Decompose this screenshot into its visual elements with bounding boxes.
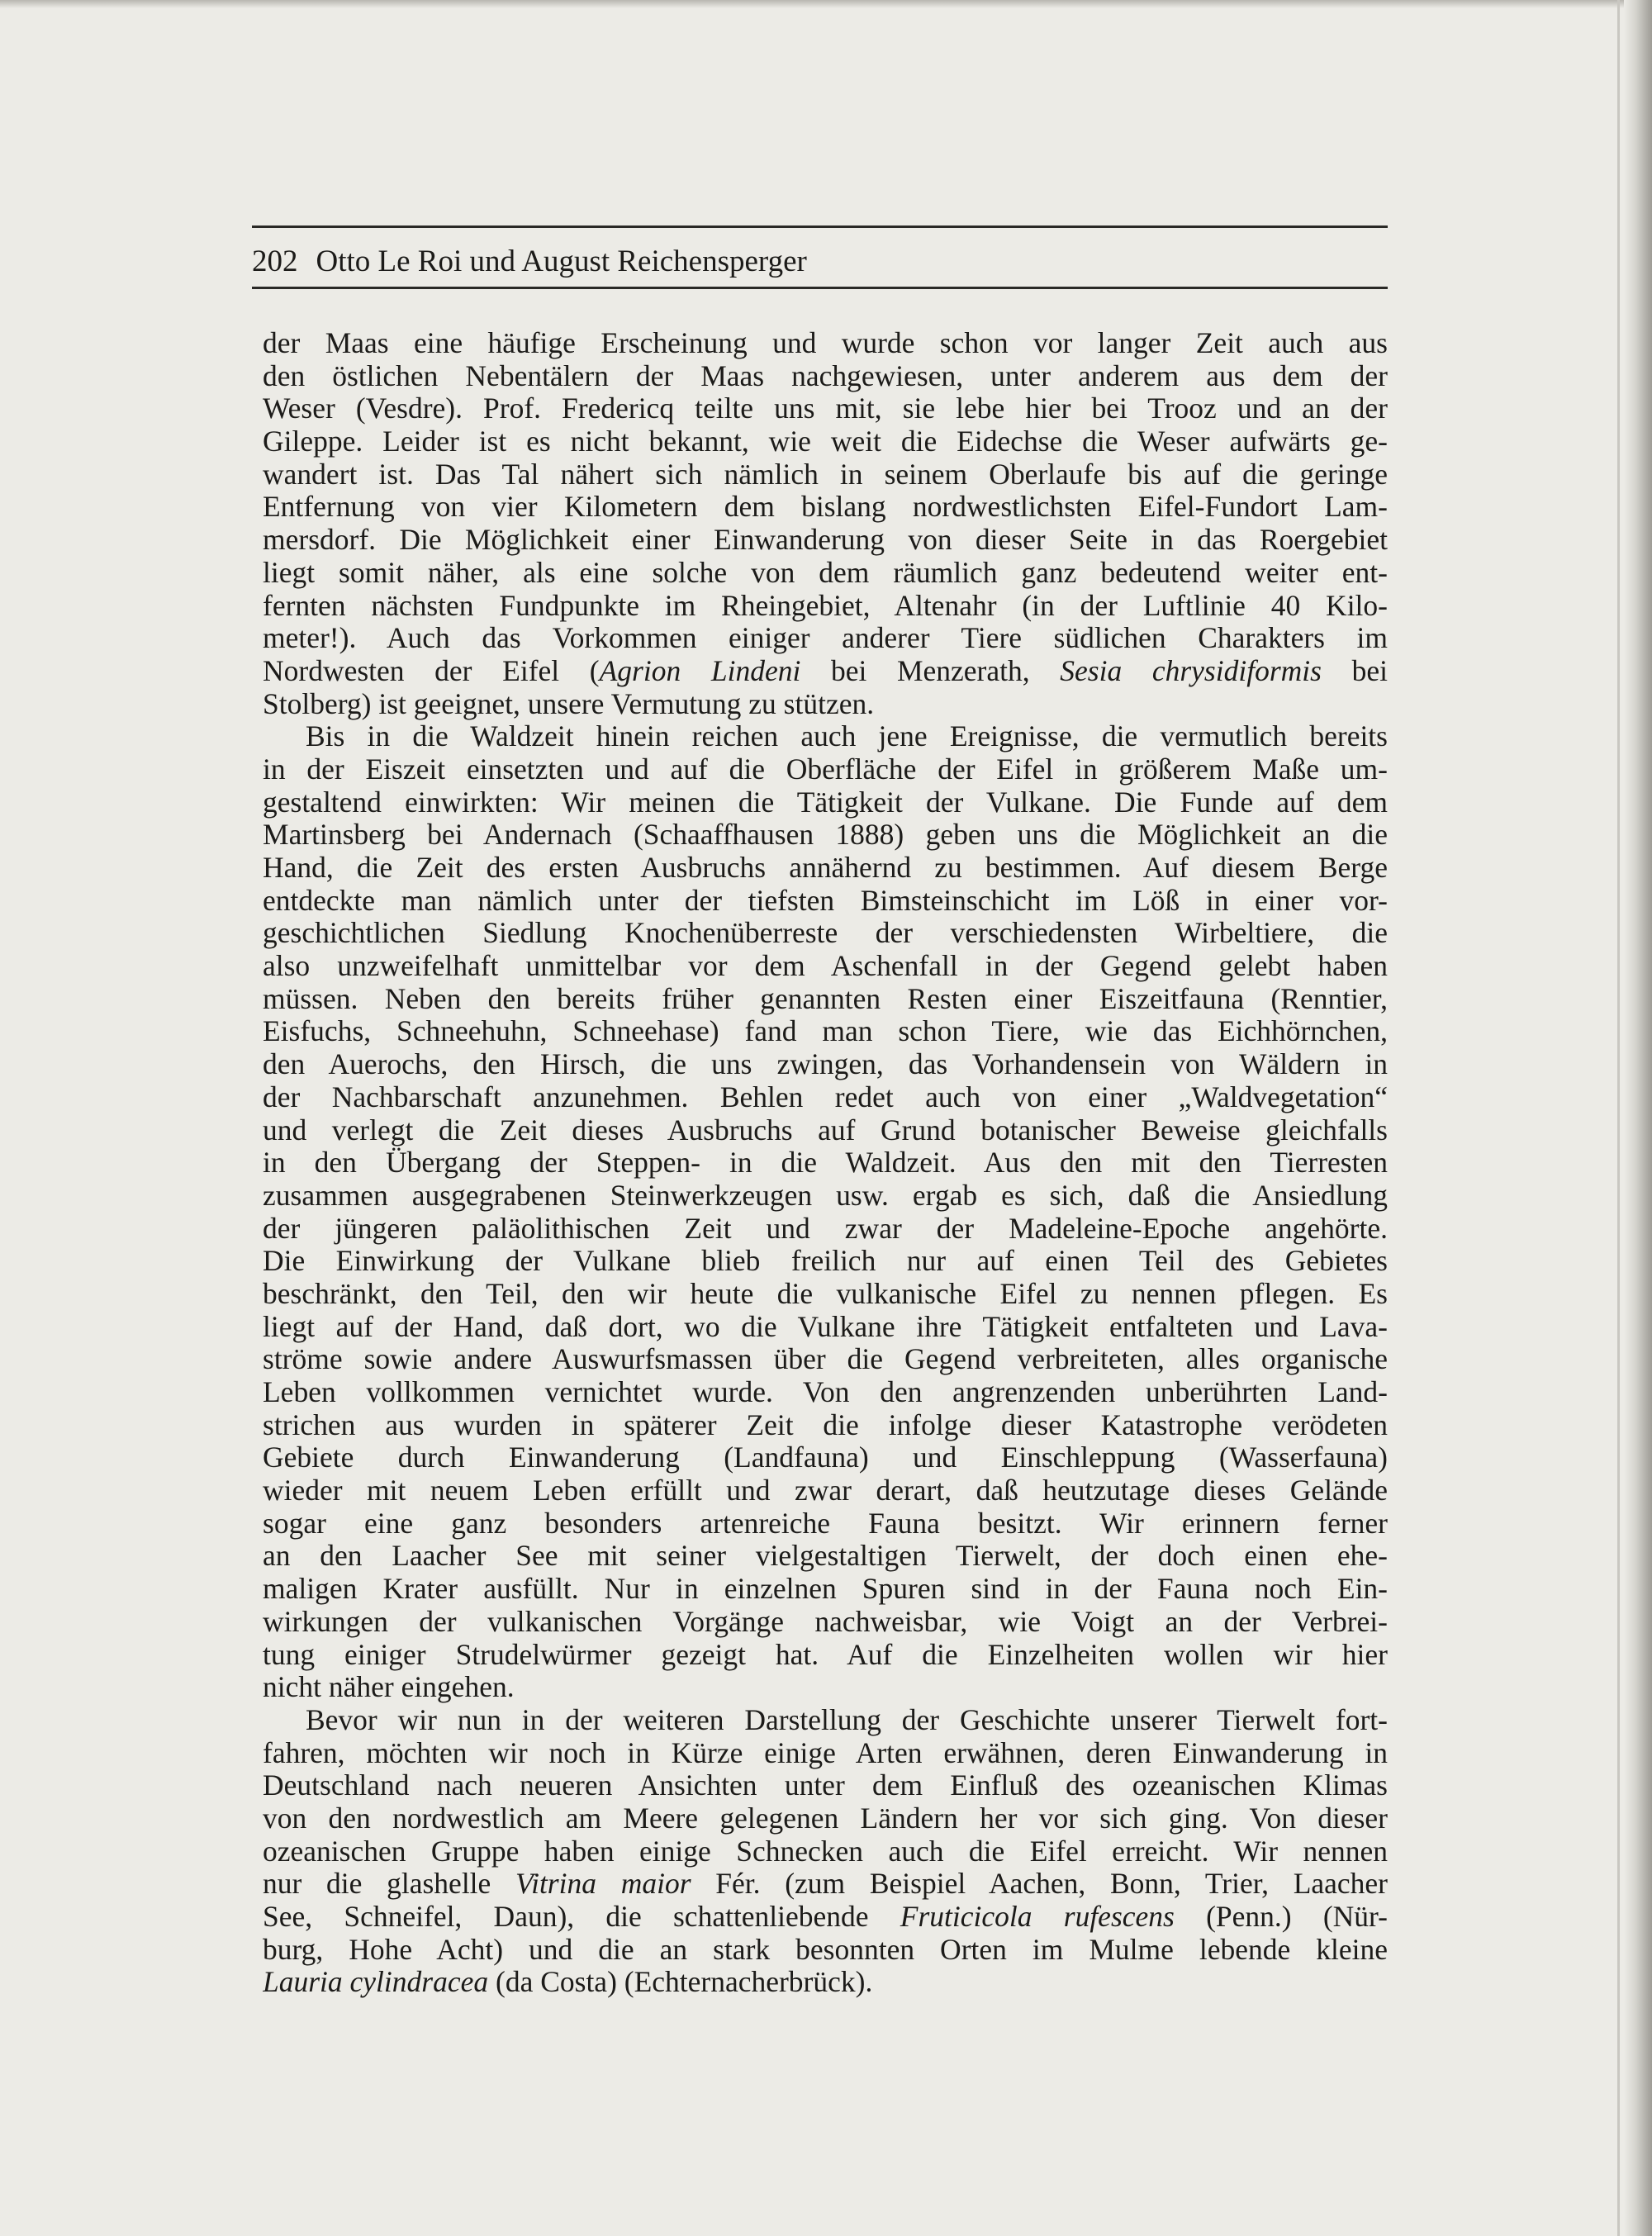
- text-line: [263, 1901, 1388, 1934]
- text-line: [263, 1245, 1388, 1278]
- text-line: [263, 688, 1388, 721]
- text-line: [263, 1474, 1388, 1507]
- text-segment: Bis in die Waldzeit hinein reichen auch jene Ereignisse, die vermutlich bereits: [306, 720, 1388, 753]
- text-segment: Nordwesten der Eifel (: [263, 654, 600, 687]
- text-line: [263, 786, 1388, 819]
- species-name: Sesia chrysidiformis: [1060, 654, 1322, 687]
- text-line: [263, 1704, 1388, 1737]
- text-segment: Hand, die Zeit des ersten Ausbruchs annähernd zu bestimmen. Auf diesem Berge: [263, 852, 1388, 884]
- species-name: Fruticicola rufescens: [900, 1901, 1175, 1933]
- text-line: [263, 458, 1388, 491]
- text-segment: Fér. (zum Beispiel Aachen, Bonn, Trier, Laacher: [691, 1868, 1388, 1901]
- text-segment: maligen Krater ausfüllt. Nur in einzelnen Spuren sind in der Fauna noch Ein-: [263, 1573, 1388, 1606]
- text-line: [263, 655, 1388, 688]
- text-line: [263, 557, 1388, 590]
- text-segment: Bevor wir nun in der weiteren Darstellung der Geschichte unserer Tierwelt fort-: [306, 1703, 1388, 1736]
- text-segment: der jüngeren paläolithischen Zeit und zwar der Madeleine-Epoche angehörte.: [263, 1212, 1388, 1245]
- species-name: Vitrina maior: [515, 1868, 691, 1901]
- text-line: [263, 1966, 1388, 1999]
- page-top-edge: [0, 0, 1652, 8]
- text-segment: fernten nächsten Fundpunkte im Rheingebiet, Altenahr (in der Luftlinie 40 Kilo-: [263, 589, 1388, 622]
- text-line: [263, 1835, 1388, 1868]
- text-segment: liegt somit näher, als eine solche von dem räumlich ganz bedeutend weiter ent-: [263, 556, 1388, 589]
- text-segment: (da Costa) (Echternacherbrück).: [488, 1966, 873, 1999]
- text-line: [263, 1213, 1388, 1246]
- text-segment: Die Einwirkung der Vulkane blieb freilich nur auf einen Teil des Gebietes: [263, 1245, 1388, 1278]
- running-head-authors: Otto Le Roi und August Reichensperger: [316, 244, 807, 278]
- text-segment: bei Menzerath,: [800, 654, 1061, 687]
- header-rule-bottom: [252, 287, 1388, 289]
- text-line: [263, 491, 1388, 524]
- text-line: [263, 1114, 1388, 1147]
- text-segment: müssen. Neben den bereits früher genannten Resten einer Eiszeitfauna (Renntier,: [263, 982, 1388, 1015]
- text-line: [263, 524, 1388, 557]
- text-line: [263, 1868, 1388, 1901]
- text-line: [263, 1934, 1388, 1967]
- text-line: [263, 1639, 1388, 1672]
- text-line: [263, 1802, 1388, 1835]
- text-line: [263, 1180, 1388, 1213]
- page-fold-line: [1617, 0, 1620, 2236]
- text-line: [263, 1606, 1388, 1639]
- text-line: [263, 1343, 1388, 1376]
- text-line: [263, 852, 1388, 885]
- text-segment: geschichtlichen Siedlung Knochenüberreste der verschiedensten Wirbeltiere, die: [263, 917, 1388, 950]
- text-line: [263, 1376, 1388, 1409]
- text-segment: Gebiete durch Einwanderung (Landfauna) und Einschleppung (Wasserfauna): [263, 1441, 1388, 1474]
- text-line: [263, 1278, 1388, 1311]
- text-segment: in der Eiszeit einsetzten und auf die Oberfläche der Eifel in größerem Maße um-: [263, 752, 1388, 786]
- text-segment: der Maas eine häufige Erscheinung und wurde schon vor langer Zeit auch aus: [263, 327, 1388, 359]
- text-segment: der Nachbarschaft anzunehmen. Behlen redet auch von einer „Waldvegetation“: [263, 1080, 1388, 1113]
- text-segment: Entfernung von vier Kilometern dem bislang nordwestlichsten Eifel-Fundort Lam-: [263, 491, 1388, 524]
- text-segment: Weser (Vesdre). Prof. Fredericq teilte uns mit, sie lebe hier bei Trooz und an der: [263, 392, 1388, 425]
- text-segment: wandert ist. Das Tal nähert sich nämlich in seinem Oberlaufe bis auf die geringe: [263, 458, 1388, 491]
- text-segment: den Auerochs, den Hirsch, die uns zwingen, das Vorhandensein von Wäldern in: [263, 1048, 1388, 1081]
- text-segment: gestaltend einwirkten: Wir meinen die Tätigkeit der Vulkane. Die Funde auf dem: [263, 786, 1388, 819]
- text-segment: nur die glashelle: [263, 1868, 516, 1901]
- text-segment: Stolberg) ist geeignet, unsere Vermutung zu stützen.: [263, 687, 875, 720]
- text-segment: nicht näher eingehen.: [263, 1671, 515, 1704]
- text-segment: den östlichen Nebentälern der Maas nachgewiesen, unter anderem aus dem der: [263, 359, 1388, 392]
- text-segment: wirkungen der vulkanischen Vorgänge nachweisbar, wie Voigt an der Verbrei-: [263, 1605, 1388, 1638]
- page-number: 202: [252, 244, 298, 278]
- text-segment: beschränkt, den Teil, den wir heute die vulkanische Eifel zu nennen pflegen. Es: [263, 1277, 1388, 1310]
- text-segment: meter!). Auch das Vorkommen einiger anderer Tiere südlichen Charakters im: [263, 622, 1388, 655]
- text-line: [263, 983, 1388, 1016]
- text-segment: ströme sowie andere Auswurfsmassen über die Gegend verbreiteten, alles organische: [263, 1343, 1388, 1376]
- text-segment: in den Übergang der Steppen- in die Waldzeit. Aus den mit den Tierresten: [263, 1146, 1388, 1180]
- text-line: [263, 622, 1388, 655]
- text-line: [263, 1573, 1388, 1606]
- text-segment: ozeanischen Gruppe haben einige Schnecken auch die Eifel erreicht. Wir nennen: [263, 1835, 1388, 1868]
- text-line: [263, 720, 1388, 753]
- text-line: [263, 1081, 1388, 1114]
- text-segment: Gileppe. Leider ist es nicht bekannt, wie weit die Eidechse die Weser aufwärts ge-: [263, 425, 1388, 458]
- text-segment: sogar eine ganz besonders artenreiche Fauna besitzt. Wir erinnern ferner: [263, 1507, 1388, 1540]
- text-segment: Eisfuchs, Schneehuhn, Schneehase) fand man schon Tiere, wie das Eichhörnchen,: [263, 1015, 1388, 1048]
- text-segment: mersdorf. Die Möglichkeit einer Einwanderung von dieser Seite in das Roergebiet: [263, 524, 1388, 557]
- text-segment: Leben vollkommen vernichtet wurde. Von den angrenzenden unberührten Land-: [263, 1376, 1388, 1408]
- text-segment: an den Laacher See mit seiner vielgestaltigen Tierwelt, der doch einen ehe-: [263, 1540, 1388, 1573]
- text-segment: also unzweifelhaft unmittelbar vor dem Aschenfall in der Gegend gelebt haben: [263, 950, 1388, 983]
- text-segment: Deutschland nach neueren Ansichten unter dem Einfluß des ozeanischen Klimas: [263, 1769, 1388, 1802]
- text-line: [263, 392, 1388, 425]
- text-line: [263, 360, 1388, 393]
- text-line: [263, 425, 1388, 458]
- text-line: [263, 1540, 1388, 1573]
- text-line: [263, 1409, 1388, 1442]
- text-line: [263, 1507, 1388, 1541]
- running-head: [252, 241, 1388, 282]
- text-segment: und verlegt die Zeit dieses Ausbruchs auf Grund botanischer Beweise gleichfalls: [263, 1113, 1388, 1146]
- text-line: [263, 1015, 1388, 1048]
- text-line: [263, 1769, 1388, 1802]
- text-line: [263, 753, 1388, 786]
- text-line: [263, 819, 1388, 852]
- species-name: Agrion Lindeni: [599, 654, 801, 687]
- text-segment: fahren, möchten wir noch in Kürze einige Arten erwähnen, deren Einwanderung in: [263, 1736, 1388, 1769]
- text-line: [263, 1048, 1388, 1081]
- text-line: [263, 1311, 1388, 1344]
- text-segment: zusammen ausgegrabenen Steinwerkzeugen usw. ergab es sich, daß die Ansiedlung: [263, 1179, 1388, 1212]
- text-segment: tung einiger Strudelwürmer gezeigt hat. Auf die Einzelheiten wollen wir hier: [263, 1638, 1388, 1671]
- header-rule-top: [252, 225, 1388, 228]
- text-segment: von den nordwestlich am Meere gelegenen Ländern her vor sich ging. Von dieser: [263, 1802, 1388, 1835]
- text-segment: liegt auf der Hand, daß dort, wo die Vulkane ihre Tätigkeit entfalteten und Lava-: [263, 1310, 1388, 1343]
- text-line: [263, 950, 1388, 983]
- text-line: [263, 885, 1388, 918]
- text-segment: strichen aus wurden in späterer Zeit die infolge dieser Katastrophe verödeten: [263, 1408, 1388, 1441]
- page-right-edge: [1624, 0, 1652, 2236]
- text-segment: burg, Hohe Acht) und die an stark besonnten Orten im Mulme lebende kleine: [263, 1933, 1388, 1966]
- body-text: [263, 327, 1388, 1999]
- text-segment: Martinsberg bei Andernach (Schaaffhausen 1888) geben uns die Möglichkeit an die: [263, 819, 1388, 852]
- text-line: [263, 1146, 1388, 1180]
- text-line: [263, 1737, 1388, 1770]
- text-line: [263, 1671, 1388, 1704]
- text-segment: wieder mit neuem Leben erfüllt und zwar derart, daß heutzutage dieses Gelände: [263, 1474, 1388, 1507]
- text-line: [263, 1441, 1388, 1474]
- text-segment: entdeckte man nämlich unter der tiefsten Bimsteinschicht im Löß in einer vor-: [263, 884, 1388, 917]
- text-segment: (Penn.) (Nür-: [1174, 1901, 1388, 1933]
- text-segment: bei: [1321, 654, 1388, 687]
- text-line: [263, 917, 1388, 950]
- text-segment: See, Schneifel, Daun), die schattenliebende: [263, 1901, 900, 1933]
- text-line: [263, 327, 1388, 360]
- text-line: [263, 590, 1388, 623]
- species-name: Lauria cylindracea: [263, 1966, 489, 1999]
